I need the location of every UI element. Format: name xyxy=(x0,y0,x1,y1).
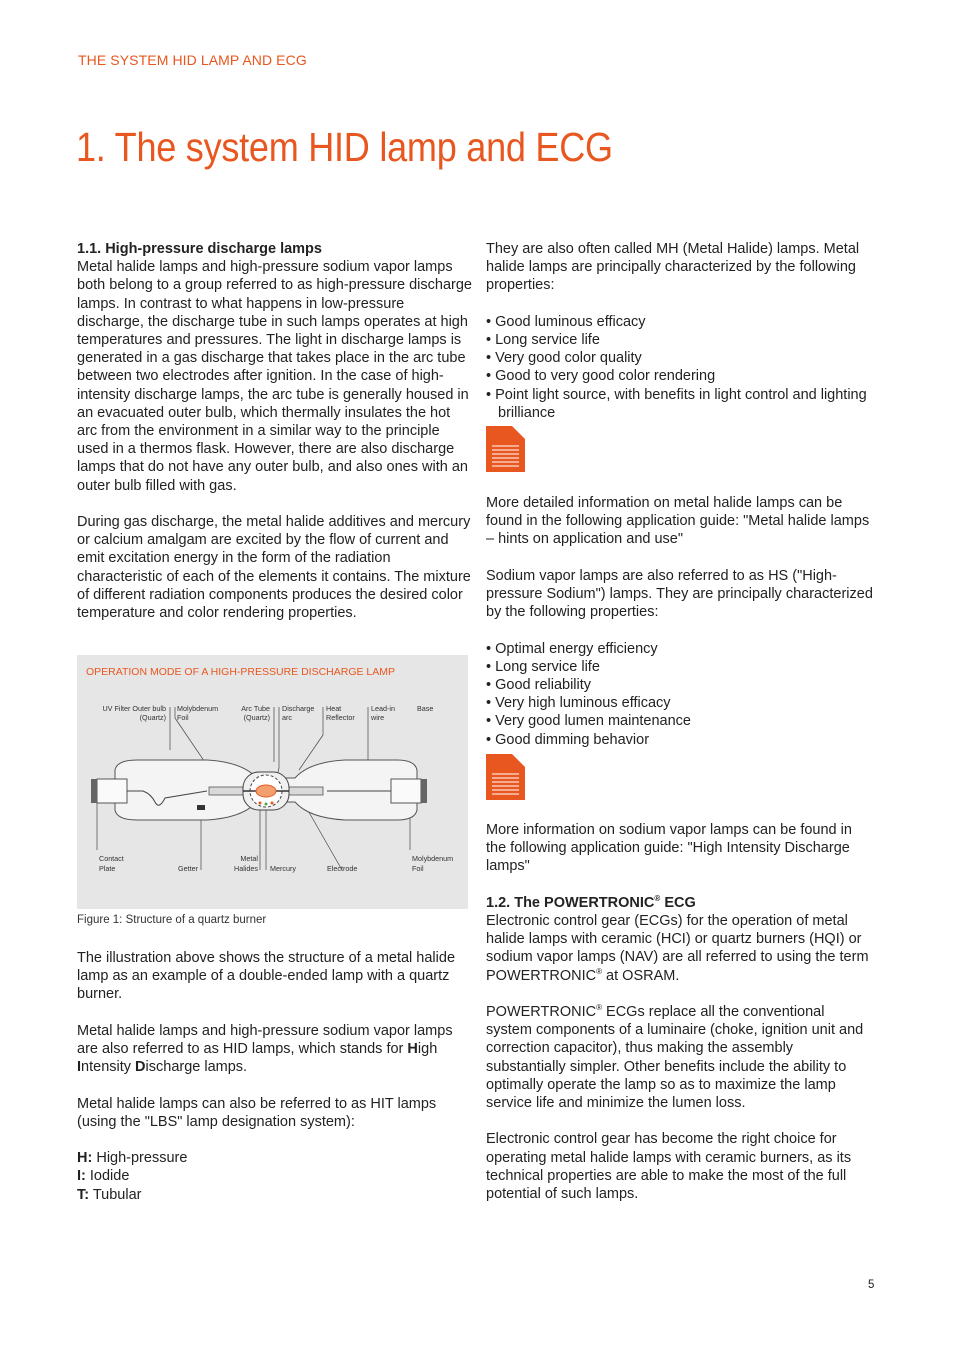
label-discharge-arc: Discharge xyxy=(282,704,315,713)
hit-h-key: H: xyxy=(77,1150,93,1167)
hit-i xyxy=(77,1167,472,1185)
right-column-bottom xyxy=(486,821,874,1221)
document-icon-graphic xyxy=(486,426,525,472)
hid-letter-h: H xyxy=(407,1041,418,1057)
section-heading-1-2 xyxy=(486,894,874,912)
heading-1-2-suffix: ECG xyxy=(660,894,696,911)
right-column-top xyxy=(486,240,874,422)
hit-i-key: I: xyxy=(77,1168,86,1185)
list-item: • Optimal energy efficiency xyxy=(486,640,874,658)
list-item: • Long service life xyxy=(486,331,874,349)
registered-mark: ® xyxy=(596,966,603,976)
mh-properties-list xyxy=(486,313,874,422)
label-uv-filter-sub: (Quartz) xyxy=(139,713,166,722)
paragraph-ecg-intro xyxy=(486,912,874,985)
document-icon[interactable] xyxy=(486,426,525,472)
label-lead-in-sub: wire xyxy=(371,713,385,722)
hs-properties-list xyxy=(486,640,874,749)
list-item: • Point light source, with benefits in light control and lighting brilliance xyxy=(486,386,874,422)
hit-i-value: Iodide xyxy=(85,1168,130,1185)
running-header: THE SYSTEM HID LAMP AND ECG xyxy=(78,52,307,68)
label-moly-bottom-sub: Foil xyxy=(412,864,424,873)
lamp-diagram xyxy=(77,690,468,890)
left-column-bottom xyxy=(77,949,472,1204)
paragraph-ecg-choice: Electronic control gear has become the right choice for operating metal halide lamps with ceramic burners, as its technical properties are able to make the most of the full potential of such lamps. xyxy=(486,1131,852,1203)
list-item: • Long service life xyxy=(486,658,874,676)
paragraph-gas-discharge: During gas discharge, the metal halide additives and mercury or calcium amalgam are excited by the flow of current and emit excitation energy in the form of the radiation characteristic of each of the elements it contains. The mixture of different radiation components produces the desired color temperature and color rendering properties. xyxy=(77,514,471,622)
hit-t xyxy=(77,1186,472,1204)
hit-t-key: T: xyxy=(77,1186,90,1203)
label-moly-top-sub: Foil xyxy=(177,713,189,722)
paragraph-ecg-benefits xyxy=(486,1003,874,1112)
ecg-benefits-brand: POWERTRONIC xyxy=(486,1004,597,1020)
page-title: 1. The system HID lamp and ECG xyxy=(76,124,613,170)
paragraph-hit: Metal halide lamps can also be referred to as HIT lamps (using the "LBS" lamp designation system): xyxy=(77,1095,437,1130)
label-contact-sub: Plate xyxy=(99,864,116,873)
paragraph-hs-guide: More information on sodium vapor lamps can be found in the following application guide: "High Intensity Discharge lamps" xyxy=(486,822,852,875)
label-moly-bottom: Molybdenum xyxy=(412,854,454,863)
label-electrode: Electrode xyxy=(327,864,358,873)
label-metal: Metal xyxy=(240,854,258,863)
paragraph-mh-guide: More detailed information on metal halide lamps can be found in the following application guide: "Metal halide lamps – hints on application and use" xyxy=(486,495,870,548)
paragraph-hid-acronym xyxy=(77,1022,472,1077)
list-item: • Very good color quality xyxy=(486,349,874,367)
section-heading-1-1: 1.1. High-pressure discharge lamps xyxy=(77,241,322,257)
paragraph-hid-intro: Metal halide lamps and high-pressure sodium vapor lamps both belong to a group referred to as high-pressure discharge lamps. In contrast to what happens in low-pressure discharge, the discharge tube in such lamps operates at high temperatures and pressures. The light in discharge lamps is generated in a gas discharge that takes place in the arc tube between two electrodes after ignition. In the case of high-intensity discharge lamps, the arc tube is generally housed in an evacuated outer bulb, which thermally insulates the hot arc from the environment in a similar way to the principle used in a thermos flask. However, there are also discharge lamps that do not have any outer bulb, and also ones with an outer bulb filled with gas. xyxy=(77,259,472,494)
label-metal-sub: Halides xyxy=(234,864,258,873)
figure-title: OPERATION MODE OF A HIGH-PRESSURE DISCHARGE LAMP xyxy=(86,666,396,678)
ecg-intro-suffix: at OSRAM. xyxy=(602,967,680,984)
label-lead-in: Lead-in xyxy=(371,704,395,713)
label-heat-reflector: Heat xyxy=(326,704,342,713)
label-heat-reflector-sub: Reflector xyxy=(326,713,355,722)
hid-word-intensity: ntensity xyxy=(81,1059,132,1076)
hit-h-value: High-pressure xyxy=(92,1150,188,1167)
label-arc-tube-sub: (Quartz) xyxy=(243,713,270,722)
paragraph-hs-intro: Sodium vapor lamps are also referred to as HS ("High-pressure Sodium") lamps. They are principally characterized by the following properties: xyxy=(486,567,873,621)
label-contact: Contact xyxy=(99,854,124,863)
ecg-benefits-text: ECGs replace all the conventional system components of a luminaire (choke, ignition unit and correction capacitor), thus making the assembly substantially simpler. Other benefits include the ability to optimally operate the lamp so as to maximize the lamp service life and minimize the lumen loss. xyxy=(486,1004,864,1112)
left-column-top xyxy=(77,240,472,640)
label-getter: Getter xyxy=(178,864,198,873)
label-discharge-arc-sub: arc xyxy=(282,713,292,722)
hid-word-high: igh xyxy=(417,1041,438,1057)
hid-letter-i: I xyxy=(77,1059,82,1076)
list-item: • Good dimming behavior xyxy=(486,731,874,749)
list-item: • Good reliability xyxy=(486,676,874,694)
hid-letter-d: D xyxy=(135,1059,146,1076)
label-uv-filter: UV Filter Outer bulb xyxy=(102,704,166,713)
ecg-intro-text: Electronic control gear (ECGs) for the operation of metal halide lamps with ceramic (HCI) or quartz burners (HQI) or sodium vapor lamps (NAV) are all referred to using the term POWERTRONIC xyxy=(486,913,869,984)
hit-t-value: Tubular xyxy=(89,1186,142,1203)
list-item: • Good luminous efficacy xyxy=(486,313,874,331)
list-item: • Good to very good color rendering xyxy=(486,367,874,385)
paragraph-illustration: The illustration above shows the structure of a metal halide lamp as an example of a double-ended lamp with a quartz burner. xyxy=(77,950,456,1003)
hid-text: Metal halide lamps and high-pressure sodium vapor lamps are also referred to as HID lamps, which stands for xyxy=(77,1022,453,1057)
registered-mark: ® xyxy=(654,893,661,903)
page-number: 5 xyxy=(868,1279,875,1291)
hid-word-discharge: ischarge lamps. xyxy=(145,1059,248,1076)
hit-definition-list xyxy=(77,1149,472,1204)
paragraph-mh-intro: They are also often called MH (Metal Halide) lamps. Metal halide lamps are principally characterized by the following properties: xyxy=(486,241,860,294)
heading-1-2-text: 1.2. The POWERTRONIC xyxy=(486,894,655,911)
figure-caption: Figure 1: Structure of a quartz burner xyxy=(77,914,267,926)
list-item: • Very high luminous efficacy xyxy=(486,694,874,712)
label-moly-top: Molybdenum xyxy=(177,704,219,713)
label-base: Base xyxy=(417,704,434,713)
registered-mark: ® xyxy=(596,1003,603,1013)
label-arc-tube: Arc Tube xyxy=(241,704,270,713)
list-item: • Very good lumen maintenance xyxy=(486,712,874,730)
hit-h xyxy=(77,1149,472,1167)
document-icon[interactable] xyxy=(486,754,525,800)
right-column-middle xyxy=(486,494,874,749)
document-icon-graphic xyxy=(486,754,525,800)
label-mercury: Mercury xyxy=(270,864,296,873)
